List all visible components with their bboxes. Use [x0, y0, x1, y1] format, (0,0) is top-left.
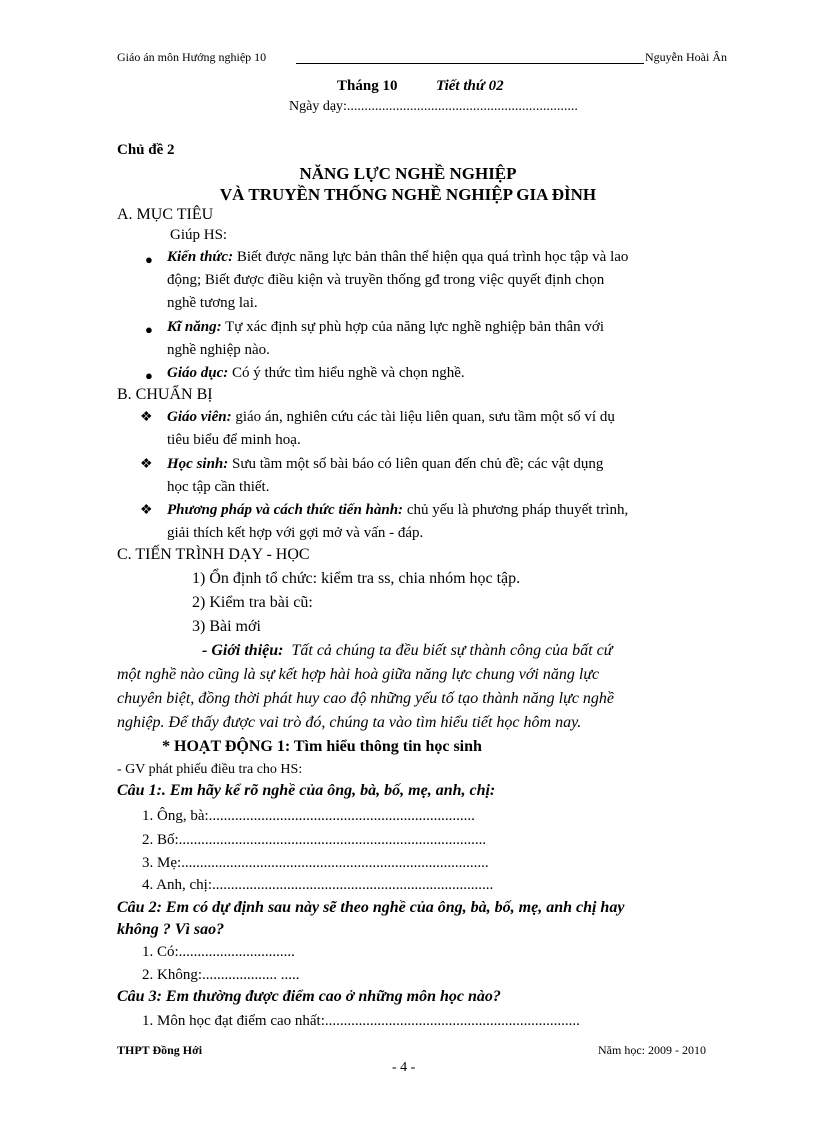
intro-line1: - Giới thiệu: Tất cả chúng ta đều biết sự thành công của bất cứ [202, 642, 613, 659]
page-title-line2: VÀ TRUYỀN THỐNG NGHỀ NGHIỆP GIA ĐÌNH [219, 185, 597, 204]
prep-teacher-line2: tiêu biểu để minh hoạ. [167, 432, 301, 448]
diamond-bullet-icon: ❖ [140, 410, 153, 425]
page-title-line1: NĂNG LỰC NGHỀ NGHIỆP [299, 164, 517, 183]
section-a-heading: A. MỤC TIÊU [117, 206, 214, 223]
lesson-period: Tiết thứ 02 [436, 78, 504, 94]
objective-skills-line2: nghề nghiệp nào. [167, 342, 270, 358]
header-right: Nguyễn Hoài Ân [645, 50, 727, 64]
prep-method: Phương pháp và cách thức tiến hành: chủ yếu là phương pháp thuyết trình, [167, 502, 629, 518]
q1-answer-3: 3. Mẹ:.................................................................................. [142, 855, 489, 871]
q2-answer-2: 2. Không:.................... ..... [142, 967, 300, 983]
page-number: - 4 - [392, 1060, 416, 1075]
prep-student: Học sinh: Sưu tầm một số bài báo có liên quan đến chủ đề; các vật dụng [167, 456, 604, 472]
teaching-date: Ngày dạy:.................................................................. [289, 99, 578, 114]
gv-instruction: - GV phát phiếu điều tra cho HS: [117, 762, 303, 777]
footer-school: THPT Đồng Hới [117, 1043, 203, 1057]
intro-line4: nghiệp. Để thấy được vai trò đó, chúng ta vào tìm hiểu tiết học hôm nay. [117, 714, 582, 731]
header-left: Giáo án môn Hướng nghiệp 10 [117, 50, 267, 64]
step-3: 3) Bài mới [192, 618, 261, 635]
q1-answer-1: 1. Ông, bà:....................................................................... [142, 808, 475, 824]
footer-year: Năm học: 2009 - 2010 [598, 1043, 706, 1057]
question-2-line2: không ? Vì sao? [117, 921, 225, 938]
diamond-bullet-icon: ❖ [140, 503, 153, 518]
section-a-intro: Giúp HS: [170, 227, 228, 243]
bullet-icon: ● [145, 368, 153, 383]
topic-label: Chủ đề 2 [117, 142, 175, 158]
prep-teacher: Giáo viên: giáo án, nghiên cứu các tài liệu liên quan, sưu tầm một số ví dụ [167, 409, 615, 425]
prep-method-line2: giải thích kết hợp với gợi mở và vấn - đáp. [167, 525, 424, 541]
step-2: 2) Kiểm tra bài cũ: [192, 594, 313, 611]
objective-education: Giáo dục: Có ý thức tìm hiểu nghề và chọn nghề. [167, 365, 465, 381]
objective-knowledge: Kiến thức: Biết được năng lực bản thân thể hiện qụa quá trình học tập và lao [167, 249, 629, 265]
bullet-icon: ● [145, 252, 153, 267]
intro-line3: chuyên biệt, đồng thời phát huy cao độ những yếu tố tạo thành năng lực nghề [117, 690, 615, 707]
objective-knowledge-line2: động; Biết được điều kiện và truyền thống gđ trong việc quyết định chọn [167, 272, 605, 288]
lesson-month: Tháng 10 [337, 78, 398, 94]
prep-student-line2: học tập cần thiết. [167, 479, 270, 495]
question-3: Câu 3: Em thường được điểm cao ở những môn học nào? [117, 988, 501, 1005]
step-1: 1) Ổn định tổ chức: kiểm tra ss, chia nhóm học tập. [192, 570, 521, 587]
q2-answer-1: 1. Có:............................... [142, 944, 295, 960]
section-b-heading: B. CHUẨN BỊ [117, 386, 213, 403]
section-c-heading: C. TIẾN TRÌNH DẠY - HỌC [117, 546, 310, 563]
q1-answer-4: 4. Anh, chị:........................................................................... [142, 877, 494, 893]
question-1: Câu 1:. Em hãy kể rõ nghề của ông, bà, bố, mẹ, anh, chị: [117, 782, 496, 799]
q3-answer-1: 1. Môn học đạt điểm cao nhất:.................................................................... [142, 1013, 580, 1029]
objective-knowledge-line3: nghề tương lai. [167, 295, 258, 311]
header-rule [296, 63, 644, 64]
bullet-icon: ● [145, 322, 153, 337]
q1-answer-2: 2. Bố:.................................................................................. [142, 832, 487, 848]
question-2: Câu 2: Em có dự định sau này sẽ theo nghề của ông, bà, bố, mẹ, anh chị hay [117, 899, 625, 916]
diamond-bullet-icon: ❖ [140, 457, 153, 472]
objective-skills: Kĩ năng: Tự xác định sự phù hợp của năng lực nghề nghiệp bản thân với [167, 319, 605, 335]
intro-line2: một nghề nào cũng là sự kết hợp hài hoà giữa năng lực chung với năng lực [117, 666, 600, 683]
activity-heading: * HOẠT ĐỘNG 1: Tìm hiểu thông tin học sinh [162, 738, 482, 755]
